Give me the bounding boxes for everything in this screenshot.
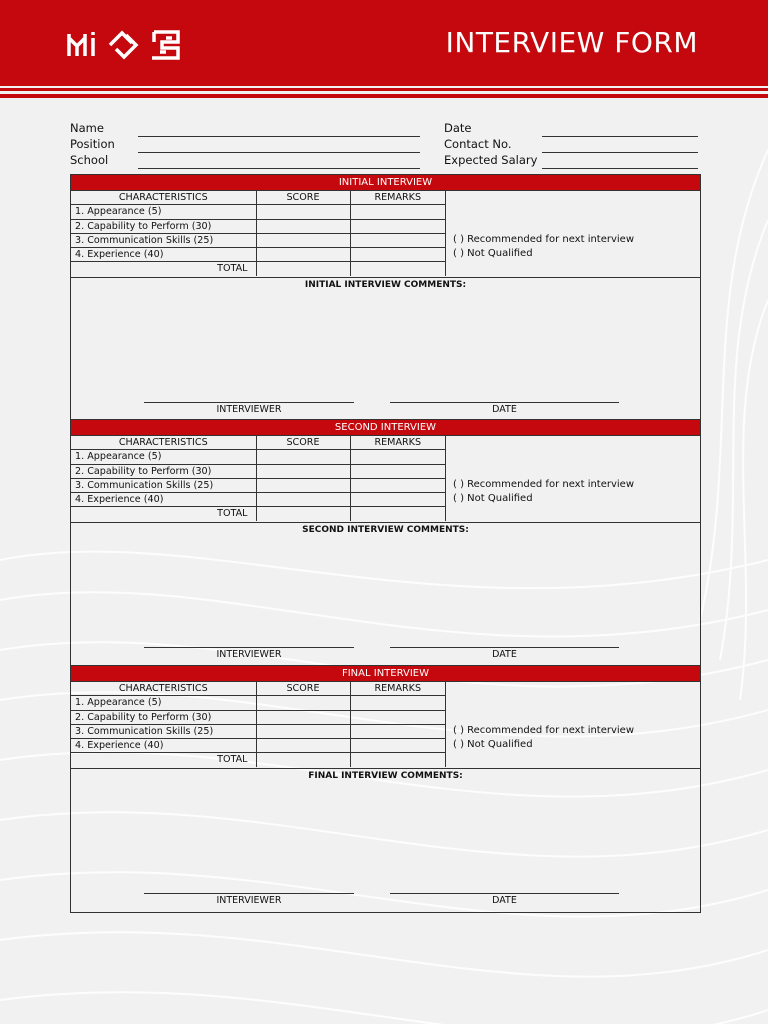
remarks-cell[interactable] (350, 739, 445, 753)
salary-field[interactable] (542, 168, 698, 169)
total-label: TOTAL (71, 753, 256, 767)
score-header: SCORE (256, 682, 350, 696)
remarks-header: REMARKS (350, 682, 445, 696)
interviewer-label: INTERVIEWER (216, 895, 282, 906)
date-signature-line[interactable] (390, 893, 619, 894)
contact-field[interactable] (542, 152, 698, 153)
comments-title: INITIAL INTERVIEW COMMENTS: (304, 280, 467, 290)
brand-logo-icon (66, 28, 186, 62)
not-qualified-option[interactable]: ( ) Not Qualified (453, 493, 533, 504)
characteristic-cell: 1. Appearance (5) (71, 450, 256, 464)
recommendation-options (453, 478, 634, 506)
total-remarks-cell[interactable] (350, 262, 445, 276)
interview-section (70, 174, 701, 421)
date-label: Date (444, 121, 472, 135)
score-cell[interactable] (256, 696, 350, 710)
characteristic-cell: 3. Communication Skills (25) (71, 724, 256, 738)
score-cell[interactable] (256, 478, 350, 492)
characteristic-cell: 3. Communication Skills (25) (71, 233, 256, 247)
score-cell[interactable] (256, 219, 350, 233)
section-title: FINAL INTERVIEW (71, 665, 700, 681)
remarks-cell[interactable] (350, 493, 445, 507)
total-score-cell[interactable] (256, 507, 350, 521)
header-stripe (0, 94, 768, 98)
score-cell[interactable] (256, 233, 350, 247)
scoring-table (71, 681, 700, 769)
remarks-cell[interactable] (350, 450, 445, 464)
characteristics-header: CHARACTERISTICS (71, 191, 256, 205)
score-cell[interactable] (256, 710, 350, 724)
characteristic-cell: 2. Capability to Perform (30) (71, 710, 256, 724)
score-cell[interactable] (256, 493, 350, 507)
date-label: DATE (492, 404, 517, 415)
comments-title: SECOND INTERVIEW COMMENTS: (302, 525, 469, 535)
characteristic-cell: 2. Capability to Perform (30) (71, 464, 256, 478)
remarks-header: REMARKS (350, 191, 445, 205)
not-qualified-option[interactable]: ( ) Not Qualified (453, 739, 533, 750)
remarks-cell[interactable] (350, 219, 445, 233)
characteristic-cell: 4. Experience (40) (71, 248, 256, 262)
score-cell[interactable] (256, 248, 350, 262)
name-label: Name (70, 121, 104, 135)
position-field[interactable] (138, 152, 420, 153)
recommendation-options (453, 233, 634, 261)
recommended-option[interactable]: ( ) Recommended for next interview (453, 725, 635, 736)
score-cell[interactable] (256, 205, 350, 219)
interviewer-label: INTERVIEWER (216, 404, 282, 415)
header-stripe (0, 88, 768, 91)
score-cell[interactable] (256, 464, 350, 478)
score-cell[interactable] (256, 739, 350, 753)
characteristic-cell: 1. Appearance (5) (71, 696, 256, 710)
comments-box[interactable] (71, 523, 700, 666)
date-signature-line[interactable] (390, 647, 619, 648)
score-cell[interactable] (256, 450, 350, 464)
remarks-cell[interactable] (350, 710, 445, 724)
recommended-option[interactable]: ( ) Recommended for next interview (453, 479, 635, 490)
total-score-cell[interactable] (256, 262, 350, 276)
remarks-cell[interactable] (350, 233, 445, 247)
characteristic-cell: 2. Capability to Perform (30) (71, 219, 256, 233)
characteristic-cell: 4. Experience (40) (71, 739, 256, 753)
interviewer-signature-line[interactable] (144, 893, 354, 894)
date-label: DATE (492, 649, 517, 660)
section-title: SECOND INTERVIEW (71, 419, 700, 435)
interview-section (70, 419, 701, 666)
remarks-cell[interactable] (350, 696, 445, 710)
characteristic-cell: 1. Appearance (5) (71, 205, 256, 219)
interviewer-label: INTERVIEWER (216, 649, 282, 660)
position-label: Position (70, 137, 115, 151)
characteristic-cell: 3. Communication Skills (25) (71, 478, 256, 492)
interview-section (70, 665, 701, 913)
interviewer-signature-line[interactable] (144, 647, 354, 648)
score-header: SCORE (256, 436, 350, 450)
score-cell[interactable] (256, 724, 350, 738)
scoring-table (71, 190, 700, 278)
comments-box[interactable] (71, 278, 700, 421)
remarks-cell[interactable] (350, 478, 445, 492)
recommended-option[interactable]: ( ) Recommended for next interview (453, 234, 635, 245)
scoring-table (71, 435, 700, 523)
total-label: TOTAL (71, 262, 256, 276)
total-score-cell[interactable] (256, 753, 350, 767)
comments-title: FINAL INTERVIEW COMMENTS: (308, 771, 463, 781)
comments-box[interactable] (71, 769, 700, 912)
total-label: TOTAL (71, 507, 256, 521)
remarks-cell[interactable] (350, 724, 445, 738)
total-remarks-cell[interactable] (350, 753, 445, 767)
date-label: DATE (492, 895, 517, 906)
not-qualified-option[interactable]: ( ) Not Qualified (453, 248, 533, 259)
section-title: INITIAL INTERVIEW (71, 174, 700, 190)
date-signature-line[interactable] (390, 402, 619, 403)
school-label: School (70, 153, 109, 167)
page-title: INTERVIEW FORM (445, 26, 698, 59)
characteristics-header: CHARACTERISTICS (71, 682, 256, 696)
contact-label: Contact No. (444, 137, 512, 151)
name-field[interactable] (138, 136, 420, 137)
remarks-cell[interactable] (350, 248, 445, 262)
score-header: SCORE (256, 191, 350, 205)
remarks-cell[interactable] (350, 464, 445, 478)
date-field[interactable] (542, 136, 698, 137)
remarks-cell[interactable] (350, 205, 445, 219)
total-remarks-cell[interactable] (350, 507, 445, 521)
characteristics-header: CHARACTERISTICS (71, 436, 256, 450)
recommendation-options (453, 724, 634, 752)
school-field[interactable] (138, 168, 420, 169)
characteristic-cell: 4. Experience (40) (71, 493, 256, 507)
remarks-header: REMARKS (350, 436, 445, 450)
interviewer-signature-line[interactable] (144, 402, 354, 403)
salary-label: Expected Salary (444, 153, 538, 167)
